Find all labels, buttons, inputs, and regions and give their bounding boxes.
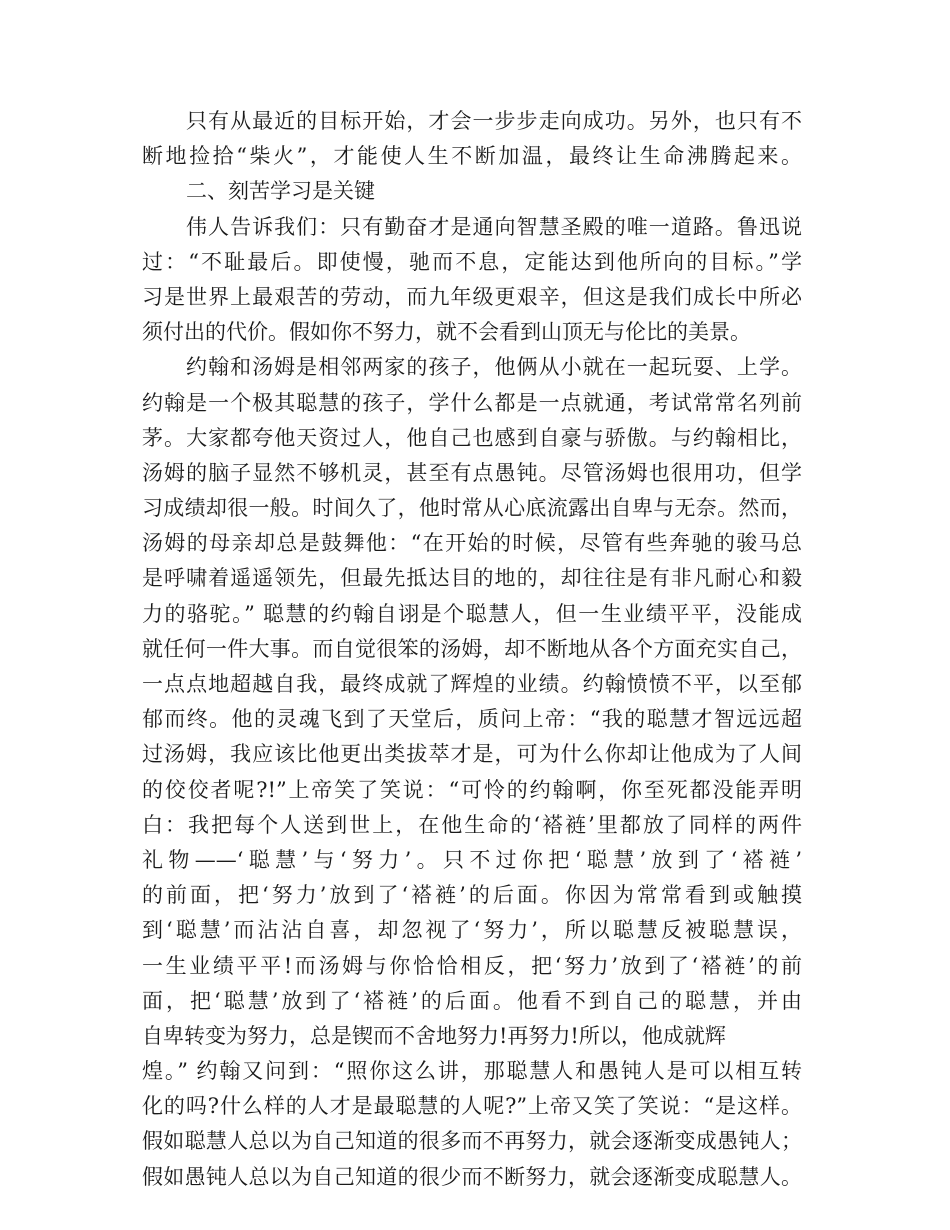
text-line: 化的吗?什么样的人才是最聪慧的人呢?”上帝又笑了笑说：“是这样。 xyxy=(142,1094,802,1119)
text-line: 力的骆驼。” 聪慧的约翰自诩是个聪慧人，但一生业绩平平，没能成 xyxy=(142,601,802,626)
text-line: 一点点地超越自我，最终成就了辉煌的业绩。约翰愤愤不平，以至郁 xyxy=(142,672,802,696)
text-line: 是呼啸着遥遥领先，但最先抵达目的地的，却往往是有非凡耐心和毅 xyxy=(142,566,802,591)
text-line: 白：我把每个人送到世上，在他生命的‘褡裢’里都放了同样的两件 xyxy=(142,812,802,837)
text-line: 的佼佼者呢?!”上帝笑了笑说：“可怜的约翰啊，你至死都没能弄明 xyxy=(142,777,802,802)
body-text xyxy=(142,104,802,1195)
text-line: 的前面，把‘努力’放到了‘褡裢’的后面。你因为常常看到或触摸 xyxy=(142,883,802,908)
text-line: 面，把‘聪慧’放到了‘褡裢’的后面。他看不到自己的聪慧，并由 xyxy=(142,988,802,1013)
text-line: 假如聪慧人总以为自己知道的很多而不再努力，就会逐渐变成愚钝人； xyxy=(142,1129,802,1154)
text-line: 汤姆的脑子显然不够机灵，甚至有点愚钝。尽管汤姆也很用功，但学 xyxy=(142,460,802,485)
text-line: 过汤姆，我应该比他更出类拔萃才是，可为什么你却让他成为了人间 xyxy=(142,742,802,767)
text-line: 约翰和汤姆是相邻两家的孩子，他俩从小就在一起玩耍、上学。 xyxy=(186,355,802,380)
text-line: 伟人告诉我们：只有勤奋才是通向智慧圣殿的唯一道路。鲁迅说 xyxy=(186,214,802,239)
text-line: 断地捡拾“柴火”，才能使人生不断加温，最终让生命沸腾起来。 xyxy=(142,144,802,169)
text-line: 约翰是一个极其聪慧的孩子，学什么都是一点就通，考试常常名列前 xyxy=(142,390,802,415)
text-line: 过：“不耻最后。即使慢，驰而不息，定能达到他所向的目标。”学 xyxy=(142,249,802,274)
text-line: 郁而终。他的灵魂飞到了天堂后，质问上帝：“我的聪慧才智远远超 xyxy=(142,707,802,732)
text-line: 汤姆的母亲却总是鼓舞他：“在开始的时候，尽管有些奔驰的骏马总 xyxy=(142,531,802,556)
text-line: 茅。大家都夸他天资过人，他自己也感到自豪与骄傲。与约翰相比， xyxy=(142,425,802,450)
text-line: 自卑转变为努力，总是锲而不舍地努力!再努力!所以，他成就辉 xyxy=(142,1023,726,1048)
section-heading: 二、刻苦学习是关键 xyxy=(186,179,375,204)
text-line: 习是世界上最艰苦的劳动，而九年级更艰辛，但这是我们成长中所必 xyxy=(142,284,802,309)
text-line: 到‘聪慧’而沾沾自喜，却忽视了‘努力’，所以聪慧反被聪慧误， xyxy=(142,918,802,943)
text-line: 须付出的代价。假如你不努力，就不会看到山顶无与伦比的美景。 xyxy=(142,320,751,345)
text-line: 习成绩却很一般。时间久了，他时常从心底流露出自卑与无奈。然而， xyxy=(142,496,802,521)
text-line: 煌。” 约翰又问到：“照你这么讲，那聪慧人和愚钝人是可以相互转 xyxy=(142,1059,802,1084)
text-line: 假如愚钝人总以为自己知道的很少而不断努力，就会逐渐变成聪慧人。 xyxy=(142,1164,802,1189)
text-line: 就任何一件大事。而自觉很笨的汤姆，却不断地从各个方面充实自己， xyxy=(142,636,802,661)
text-line: 礼物——‘聪慧’与‘努力’。只不过你把‘聪慧’放到了‘褡裢’ xyxy=(142,847,802,872)
text-line: 只有从最近的目标开始，才会一步步走向成功。另外，也只有不 xyxy=(186,109,802,133)
text-line: 一生业绩平平!而汤姆与你恰恰相反，把‘努力’放到了‘褡裢’的前 xyxy=(142,953,802,978)
